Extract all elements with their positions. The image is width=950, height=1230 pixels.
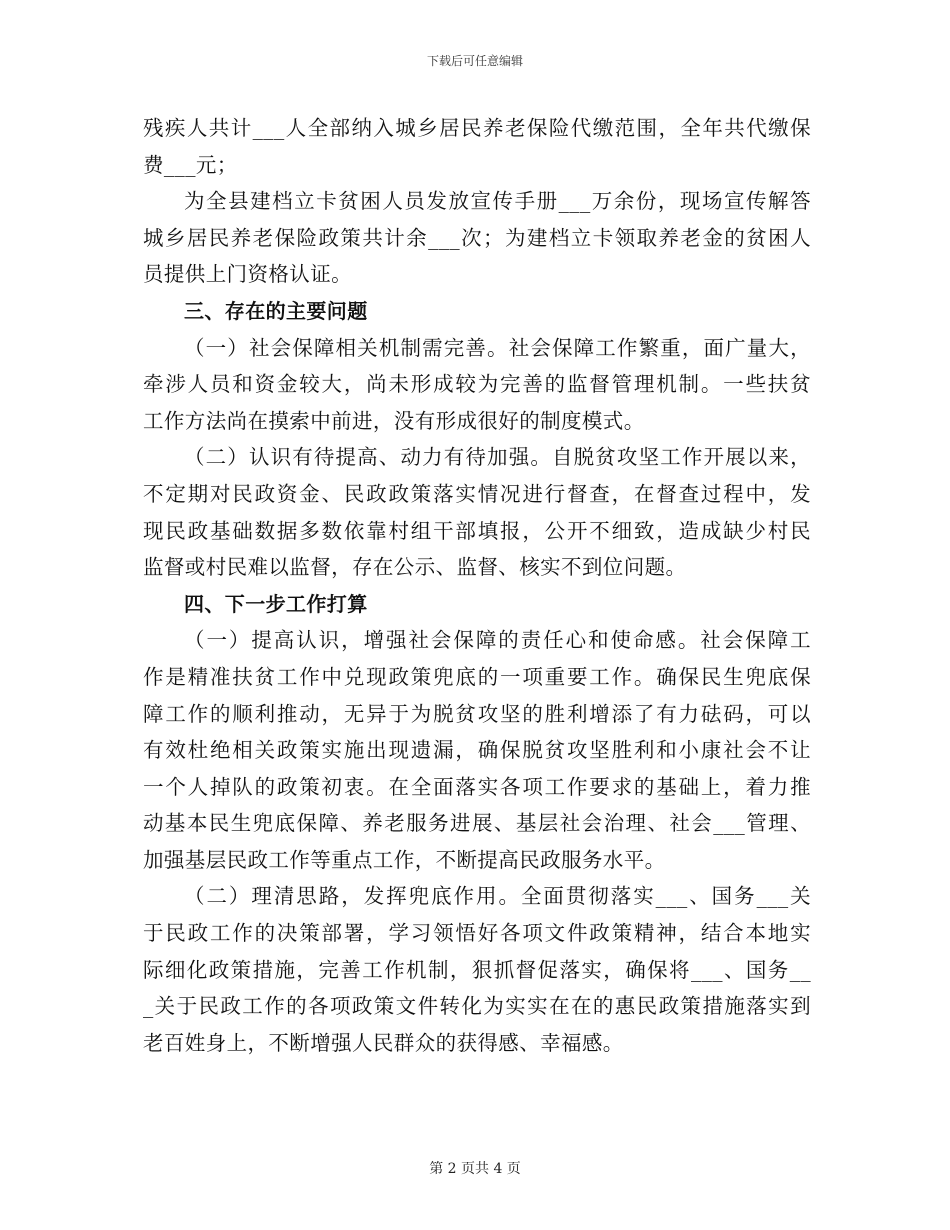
body-line: 现民政基础数据多数依靠村组干部填报，公开不细致，造成缺少村民 [143, 518, 811, 543]
section-heading: 三、存在的主要问题 [184, 298, 368, 323]
body-line: （一）社会保障相关机制需完善。社会保障工作繁重，面广量大， [184, 335, 811, 360]
page-header: 下载后可任意编辑 [426, 54, 523, 68]
body-line: 动基本民生兜底保障、养老服务进展、基层社会治理、社会___管理、 [143, 811, 811, 836]
body-line: _关于民政工作的各项政策文件转化为实实在在的惠民政策措施落实到 [143, 994, 811, 1019]
page-footer: 第 2 页共 4 页 [429, 1161, 521, 1177]
body-line: 为全县建档立卡贫困人员发放宣传手册___万余份，现场宣传解答 [184, 189, 811, 214]
document-body [143, 110, 811, 1061]
body-line: 老百姓身上，不断增强人民群众的获得感、幸福感。 [143, 1030, 624, 1055]
body-line: 牵涉人员和资金较大，尚未形成较为完善的监督管理机制。一些扶贫 [143, 372, 811, 397]
body-line: 际细化政策措施，完善工作机制，狠抓督促落实，确保将___、国务__ [143, 957, 811, 982]
body-line: 有效杜绝相关政策实施出现遗漏，确保脱贫攻坚胜利和小康社会不让 [143, 738, 811, 763]
body-line: （二）认识有待提高、动力有待加强。自脱贫攻坚工作开展以来， [184, 445, 811, 470]
body-line: 加强基层民政工作等重点工作，不断提高民政服务水平。 [143, 847, 666, 872]
body-line: 费___元； [143, 152, 238, 177]
body-line: （二）理清思路，发挥兜底作用。全面贯彻落实___、国务___关 [184, 884, 811, 909]
body-line: 员提供上门资格认证。 [143, 262, 352, 287]
body-line: 残疾人共计___人全部纳入城乡居民养老保险代缴范围，全年共代缴保 [143, 116, 811, 140]
body-line: 不定期对民政资金、民政政策落实情况进行督查，在督查过程中，发 [143, 481, 811, 506]
body-line: 监督或村民难以监督，存在公示、监督、核实不到位问题。 [143, 555, 687, 580]
section-heading: 四、下一步工作打算 [184, 591, 368, 616]
body-line: 于民政工作的决策部署，学习领悟好各项文件政策精神，结合本地实 [143, 921, 811, 946]
body-line: 一个人掉队的政策初衷。在全面落实各项工作要求的基础上，着力推 [143, 774, 811, 799]
body-line: 作是精准扶贫工作中兑现政策兜底的一项重要工作。确保民生兜底保 [143, 664, 811, 689]
body-line: 工作方法尚在摸索中前进，没有形成很好的制度模式。 [143, 408, 645, 433]
body-line: 城乡居民养老保险政策共计余___次；为建档立卡领取养老金的贫困人 [143, 225, 811, 250]
body-line: 障工作的顺利推动，无异于为脱贫攻坚的胜利增添了有力砝码，可以 [143, 701, 811, 726]
body-line: （一）提高认识，增强社会保障的责任心和使命感。社会保障工 [184, 628, 811, 653]
